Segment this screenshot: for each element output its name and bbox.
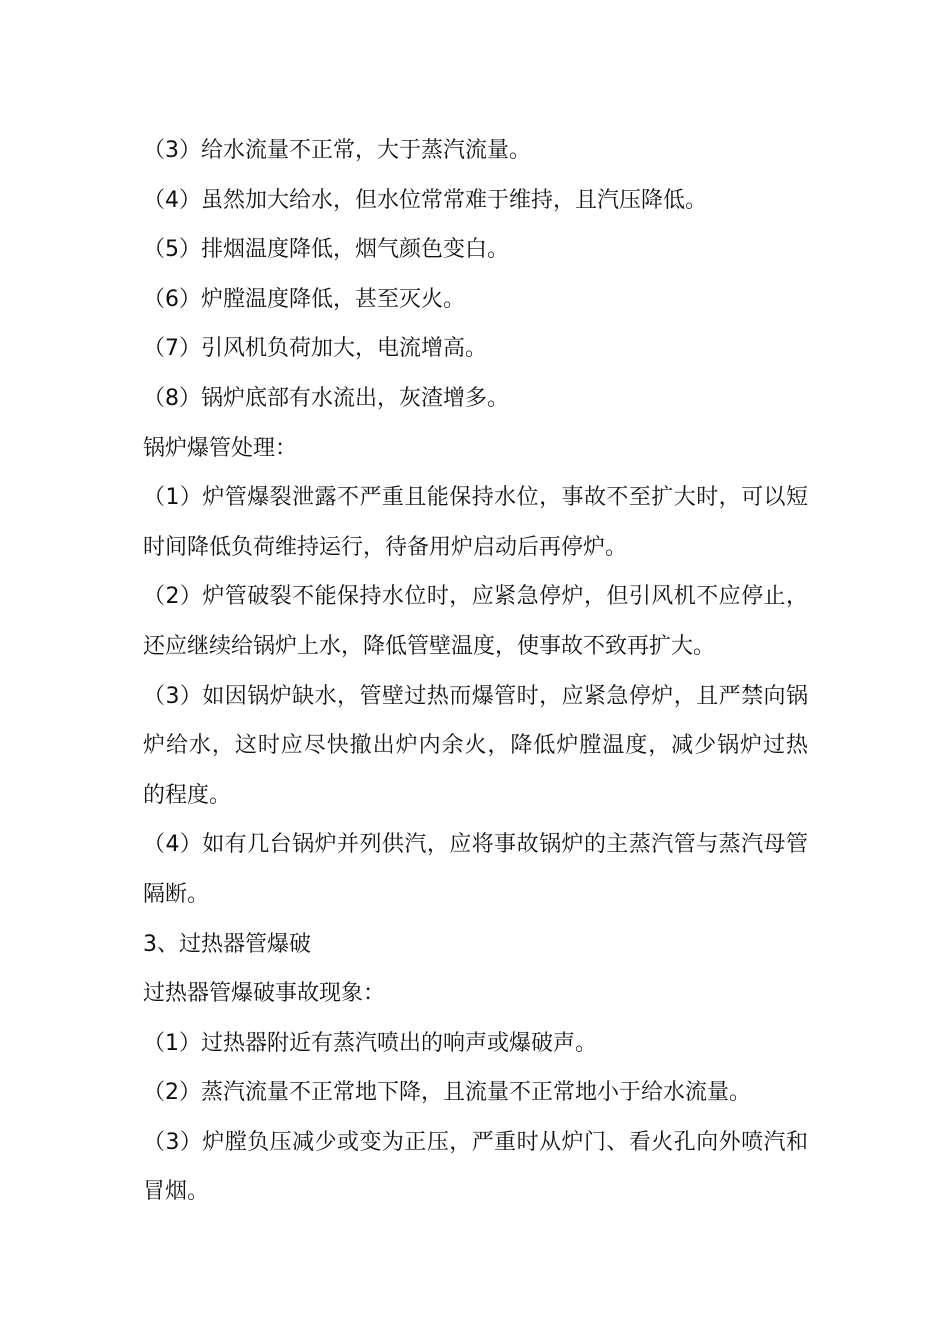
paragraph-line: （7）引风机负荷加大，电流增高。 xyxy=(143,336,487,362)
paragraph-line: 时间降低负荷维持运行，待备用炉启动后再停炉。 xyxy=(143,534,628,560)
paragraph-line: （3）给水流量不正常，大于蒸汽流量。 xyxy=(143,138,531,163)
paragraph-line: （1）过热器附近有蒸汽喷出的响声或爆破声。 xyxy=(143,1030,597,1056)
paragraph-line: （4）如有几台锅炉并列供汽，应将事故锅炉的主蒸汽管与蒸汽母管 xyxy=(143,832,808,858)
paragraph-line: 冒烟。 xyxy=(143,1179,210,1205)
paragraph-line: （2）蒸汽流量不正常地下降，且流量不正常地小于给水流量。 xyxy=(143,1080,751,1106)
document-body xyxy=(143,131,808,1222)
paragraph-line: （8）锅炉底部有水流出，灰渣增多。 xyxy=(143,385,509,411)
paragraph-line: （4）虽然加大给水，但水位常常难于维持，且汽压降低。 xyxy=(143,187,707,213)
section-heading: 锅炉爆管处理： xyxy=(143,435,298,461)
section-heading: 3、过热器管爆破 xyxy=(143,931,311,957)
paragraph-line: 炉给水，这时应尽快撤出炉内余火，降低炉膛温度，减少锅炉过热 xyxy=(143,733,808,759)
paragraph-line: （5）排烟温度降低，烟气颜色变白。 xyxy=(143,237,509,263)
paragraph-line: （1）炉管爆裂泄露不严重且能保持水位，事故不至扩大时，可以短 xyxy=(143,485,808,511)
paragraph-line: （2）炉管破裂不能保持水位时，应紧急停炉，但引风机不应停止， xyxy=(143,584,808,610)
paragraph-line: 隔断。 xyxy=(143,881,210,907)
paragraph-line: （3）如因锅炉缺水，管壁过热而爆管时，应紧急停炉，且严禁向锅 xyxy=(143,683,808,709)
paragraph-line: 还应继续给锅炉上水，降低管壁温度，使事故不致再扩大。 xyxy=(143,633,716,659)
paragraph-line: （3）炉膛负压减少或变为正压，严重时从炉门、看火孔向外喷汽和 xyxy=(143,1129,808,1155)
section-heading: 过热器管爆破事故现象： xyxy=(143,981,386,1007)
paragraph-line: （6）炉膛温度降低，甚至灭火。 xyxy=(143,286,465,312)
paragraph-line: 的程度。 xyxy=(143,782,232,808)
